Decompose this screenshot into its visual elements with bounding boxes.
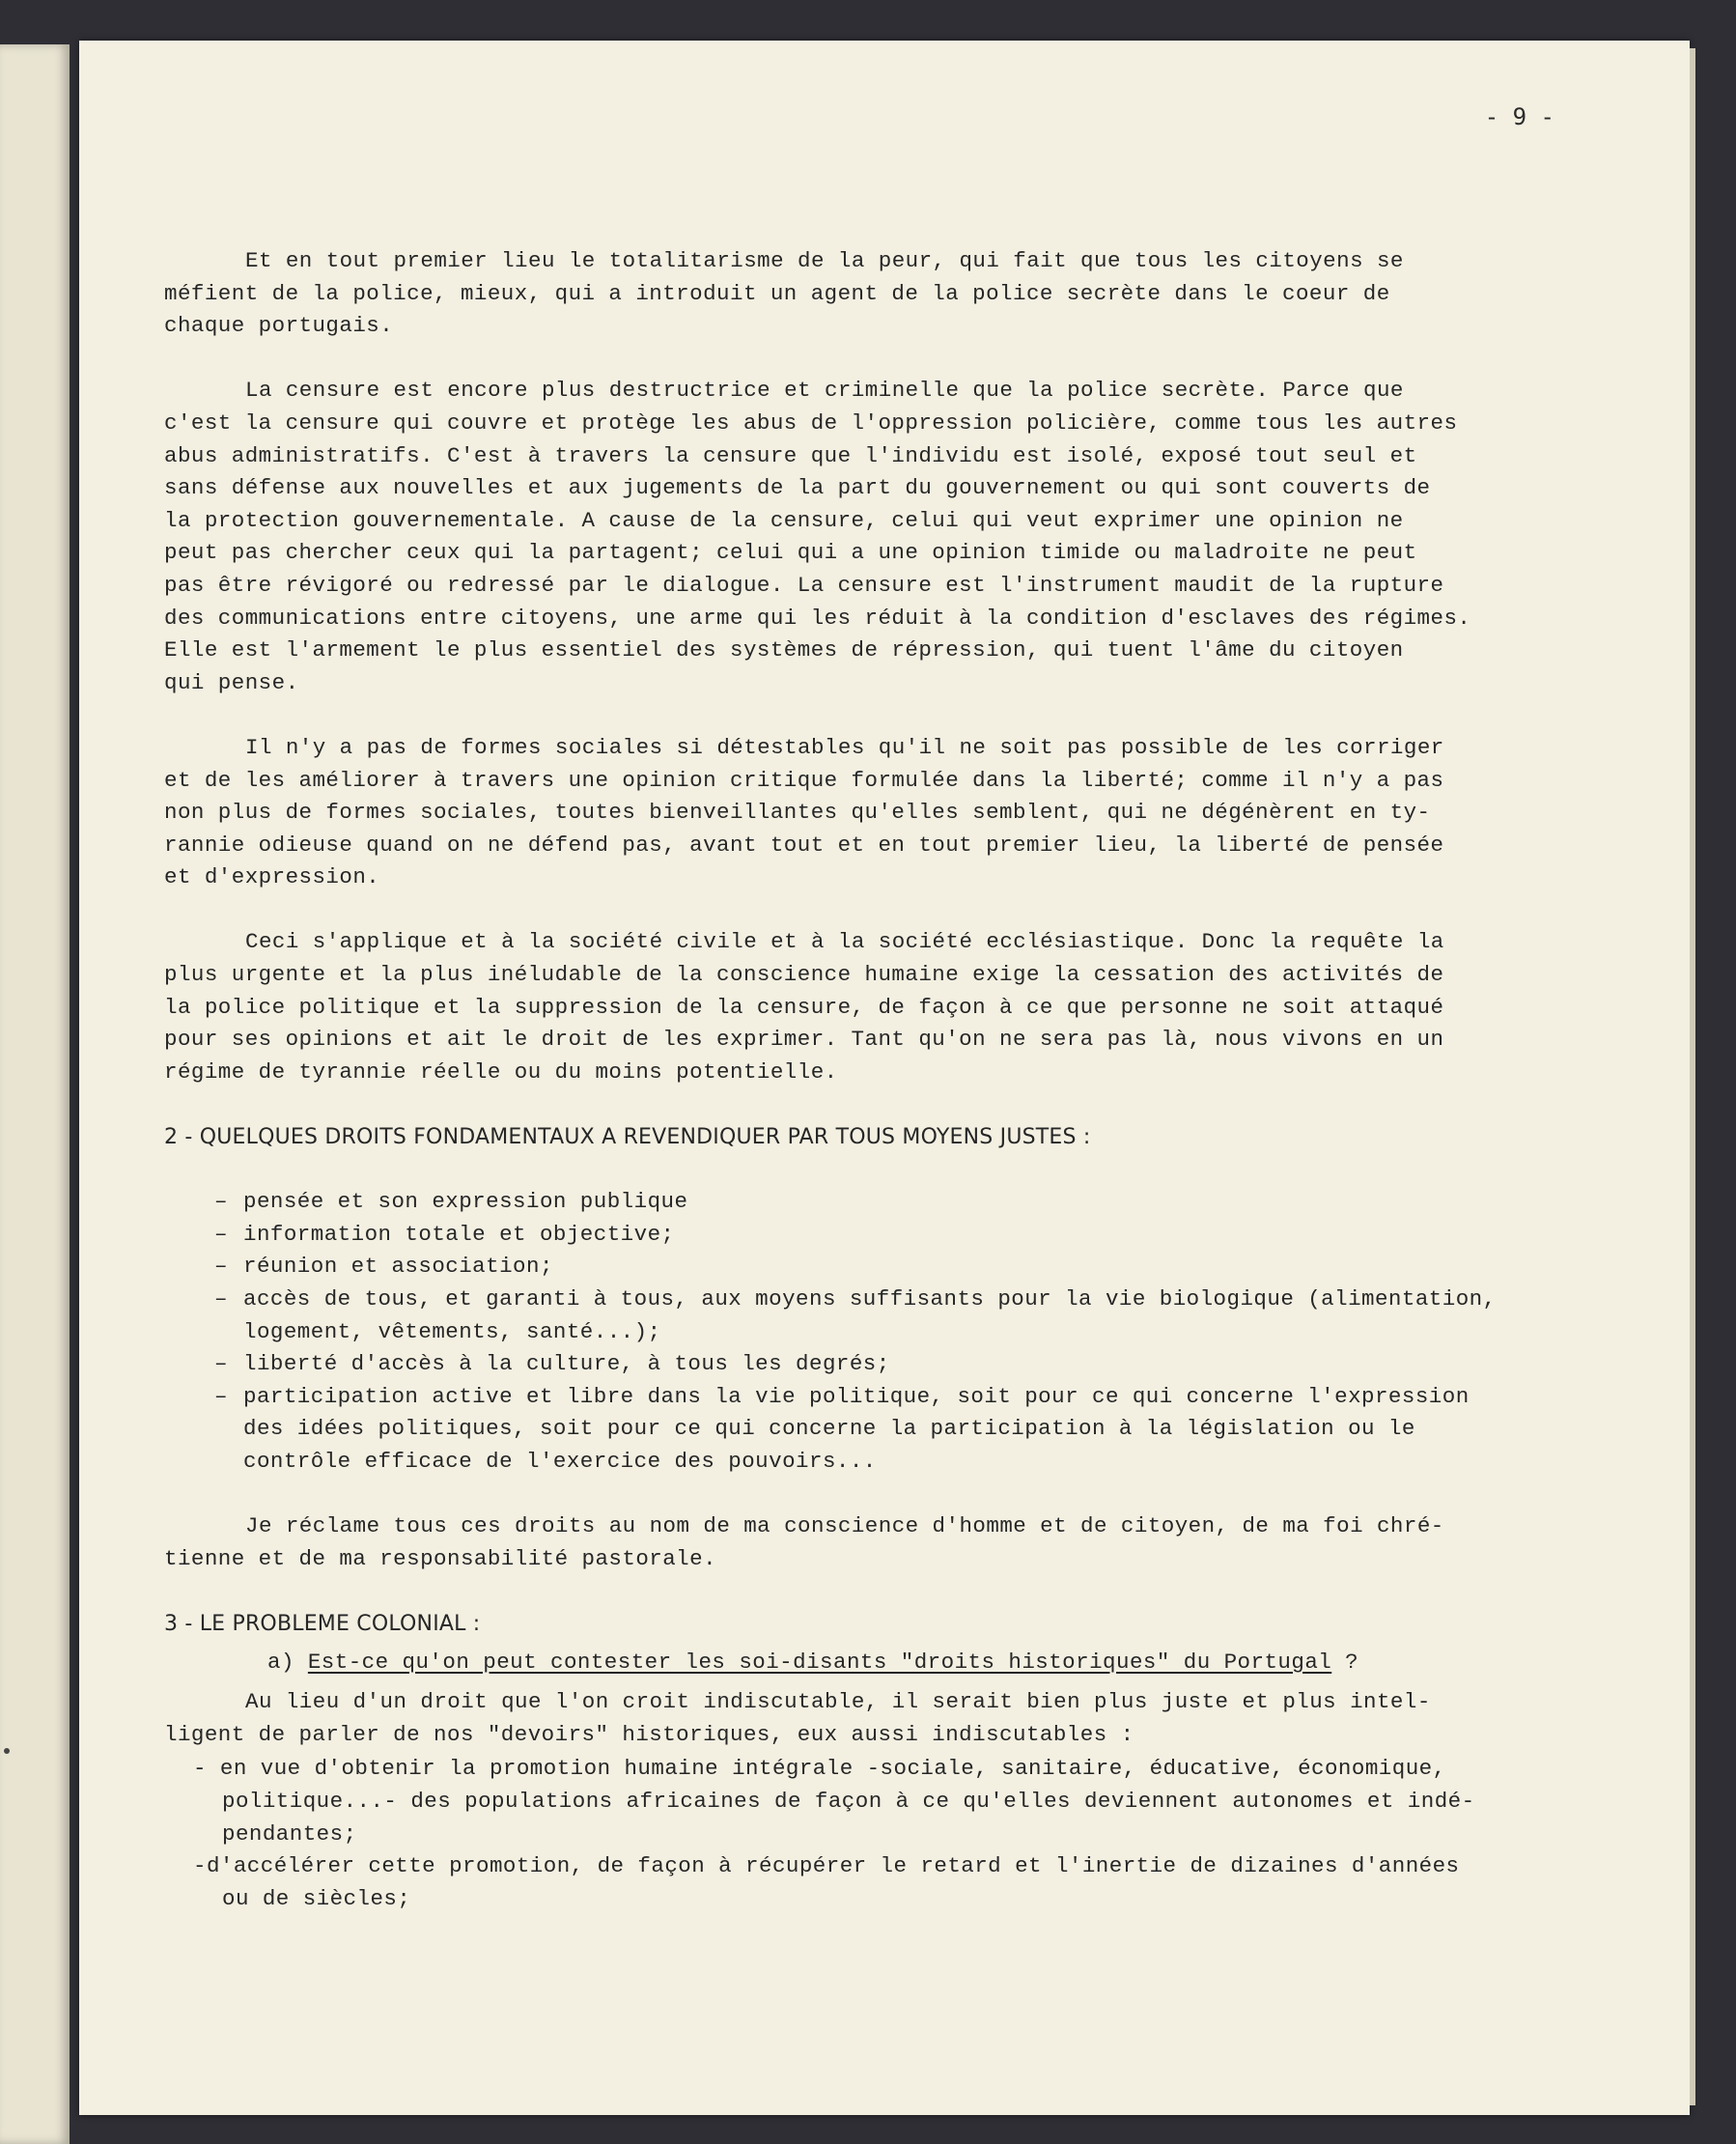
sub-question <box>164 1647 1576 1679</box>
list-item: – liberté d'accès à la culture, à tous les degrés; <box>214 1348 1576 1381</box>
list-item: – information totale et objective; <box>214 1219 1576 1252</box>
sub-question-text: Est-ce qu'on peut contester les soi-disants "droits historiques" du Portugal <box>307 1649 1332 1675</box>
rights-list <box>164 1186 1576 1478</box>
paragraph-societe: Ceci s'applique et à la société civile et à la société ecclésiastique. Donc la requête la plus urgente et la plus inéludable de la conscience humaine exige la cessation des activités de la police politique et la suppression de la censure, de façon à ce que personne ne soit attaqué pour ses opinions et ait le droit de les exprimer. Tant qu'on ne sera pas là, nous vivons en un régime de tyrannie réelle ou du moins potentielle. <box>164 929 1444 1085</box>
list-item: – réunion et association; <box>214 1251 1576 1284</box>
document-body <box>164 245 1576 1915</box>
page-edge <box>1690 48 1695 2105</box>
list-item: - en vue d'obtenir la promotion humaine intégrale -sociale, sanitaire, éducative, économique, politique...- des populations africaines de façon à ce qu'elles deviennent autonomes et indé- pendantes; <box>193 1756 1475 1847</box>
list-item: – participation active et libre dans la vie politique, soit pour ce qui concerne l'expression des idées politiques, soit pour ce qui concerne la participation à la législation ou le contrôle efficace de l'exercice des pouvoirs... <box>214 1381 1576 1479</box>
list-item: -d'accélérer cette promotion, de façon à récupérer le retard et l'inertie de dizaines d'années ou de siècles; <box>193 1853 1460 1911</box>
sub-question-mark: ? <box>1331 1649 1359 1675</box>
section-3-heading: 3 - LE PROBLEME COLONIAL : <box>164 1611 481 1636</box>
section-2-heading: 2 - QUELQUES DROITS FONDAMENTAUX A REVENDIQUER PAR TOUS MOYENS JUSTES : <box>164 1125 1091 1150</box>
list-item: – pensée et son expression publique <box>214 1186 1576 1219</box>
duties-list <box>164 1753 1576 1915</box>
paragraph-reclamation: Je réclame tous ces droits au nom de ma conscience d'homme et de citoyen, de ma foi chré- tienne et de ma responsabilité pastorale. <box>164 1513 1444 1571</box>
paragraph-totalitarisme: Et en tout premier lieu le totalitarisme de la peur, qui fait que tous les citoyens se méfient de la police, mieux, qui a introduit un agent de la police secrète dans le coeur de chaque portugais. <box>164 248 1404 339</box>
page-number: - 9 - <box>1484 103 1554 130</box>
paragraph-formes-sociales: Il n'y a pas de formes sociales si détestables qu'il ne soit pas possible de les corriger et de les améliorer à travers une opinion critique formulée dans la liberté; comme il n'y a pas non plus de formes sociales, toutes bienveillantes qu'elles semblent, qui ne dégénèrent en ty- rannie odieuse quand on ne défend pas, avant tout et en tout premier lieu, la liberté de pensée et d'expression. <box>164 734 1444 890</box>
list-item: – accès de tous, et garanti à tous, aux moyens suffisants pour la vie biologique (alimentation, logement, vêtements, santé...); <box>214 1284 1576 1348</box>
sub-question-label: a) <box>267 1649 294 1675</box>
paragraph-devoirs: Au lieu d'un droit que l'on croit indiscutable, il serait bien plus juste et plus intel- ligent de parler de nos "devoirs" historiques, eux aussi indiscutables : <box>164 1689 1431 1747</box>
margin-mark <box>4 1748 10 1754</box>
facing-page-edge <box>0 44 70 2144</box>
paragraph-censure: La censure est encore plus destructrice et criminelle que la police secrète. Parce que c'est la censure qui couvre et protège les abus de l'oppression policière, comme tous les autres abus administratifs. C'est à travers la censure que l'individu est isolé, exposé tout seul et sans défense aux nouvelles et aux jugements de la part du gouvernement ou qui sont couverts de la protection gouvernementale. A cause de la censure, celui qui veut exprimer une opinion ne peut pas chercher ceux qui la partagent; celui qui a une opinion timide ou maladroite ne peut pas être révigoré ou redressé par le dialogue. La censure est l'instrument maudit de la rupture des communications entre citoyens, une arme qui les réduit à la condition d'esclaves des régimes. Elle est l'armement le plus essentiel des systèmes de répression, qui tuent l'âme du citoyen qui pense. <box>164 378 1471 695</box>
